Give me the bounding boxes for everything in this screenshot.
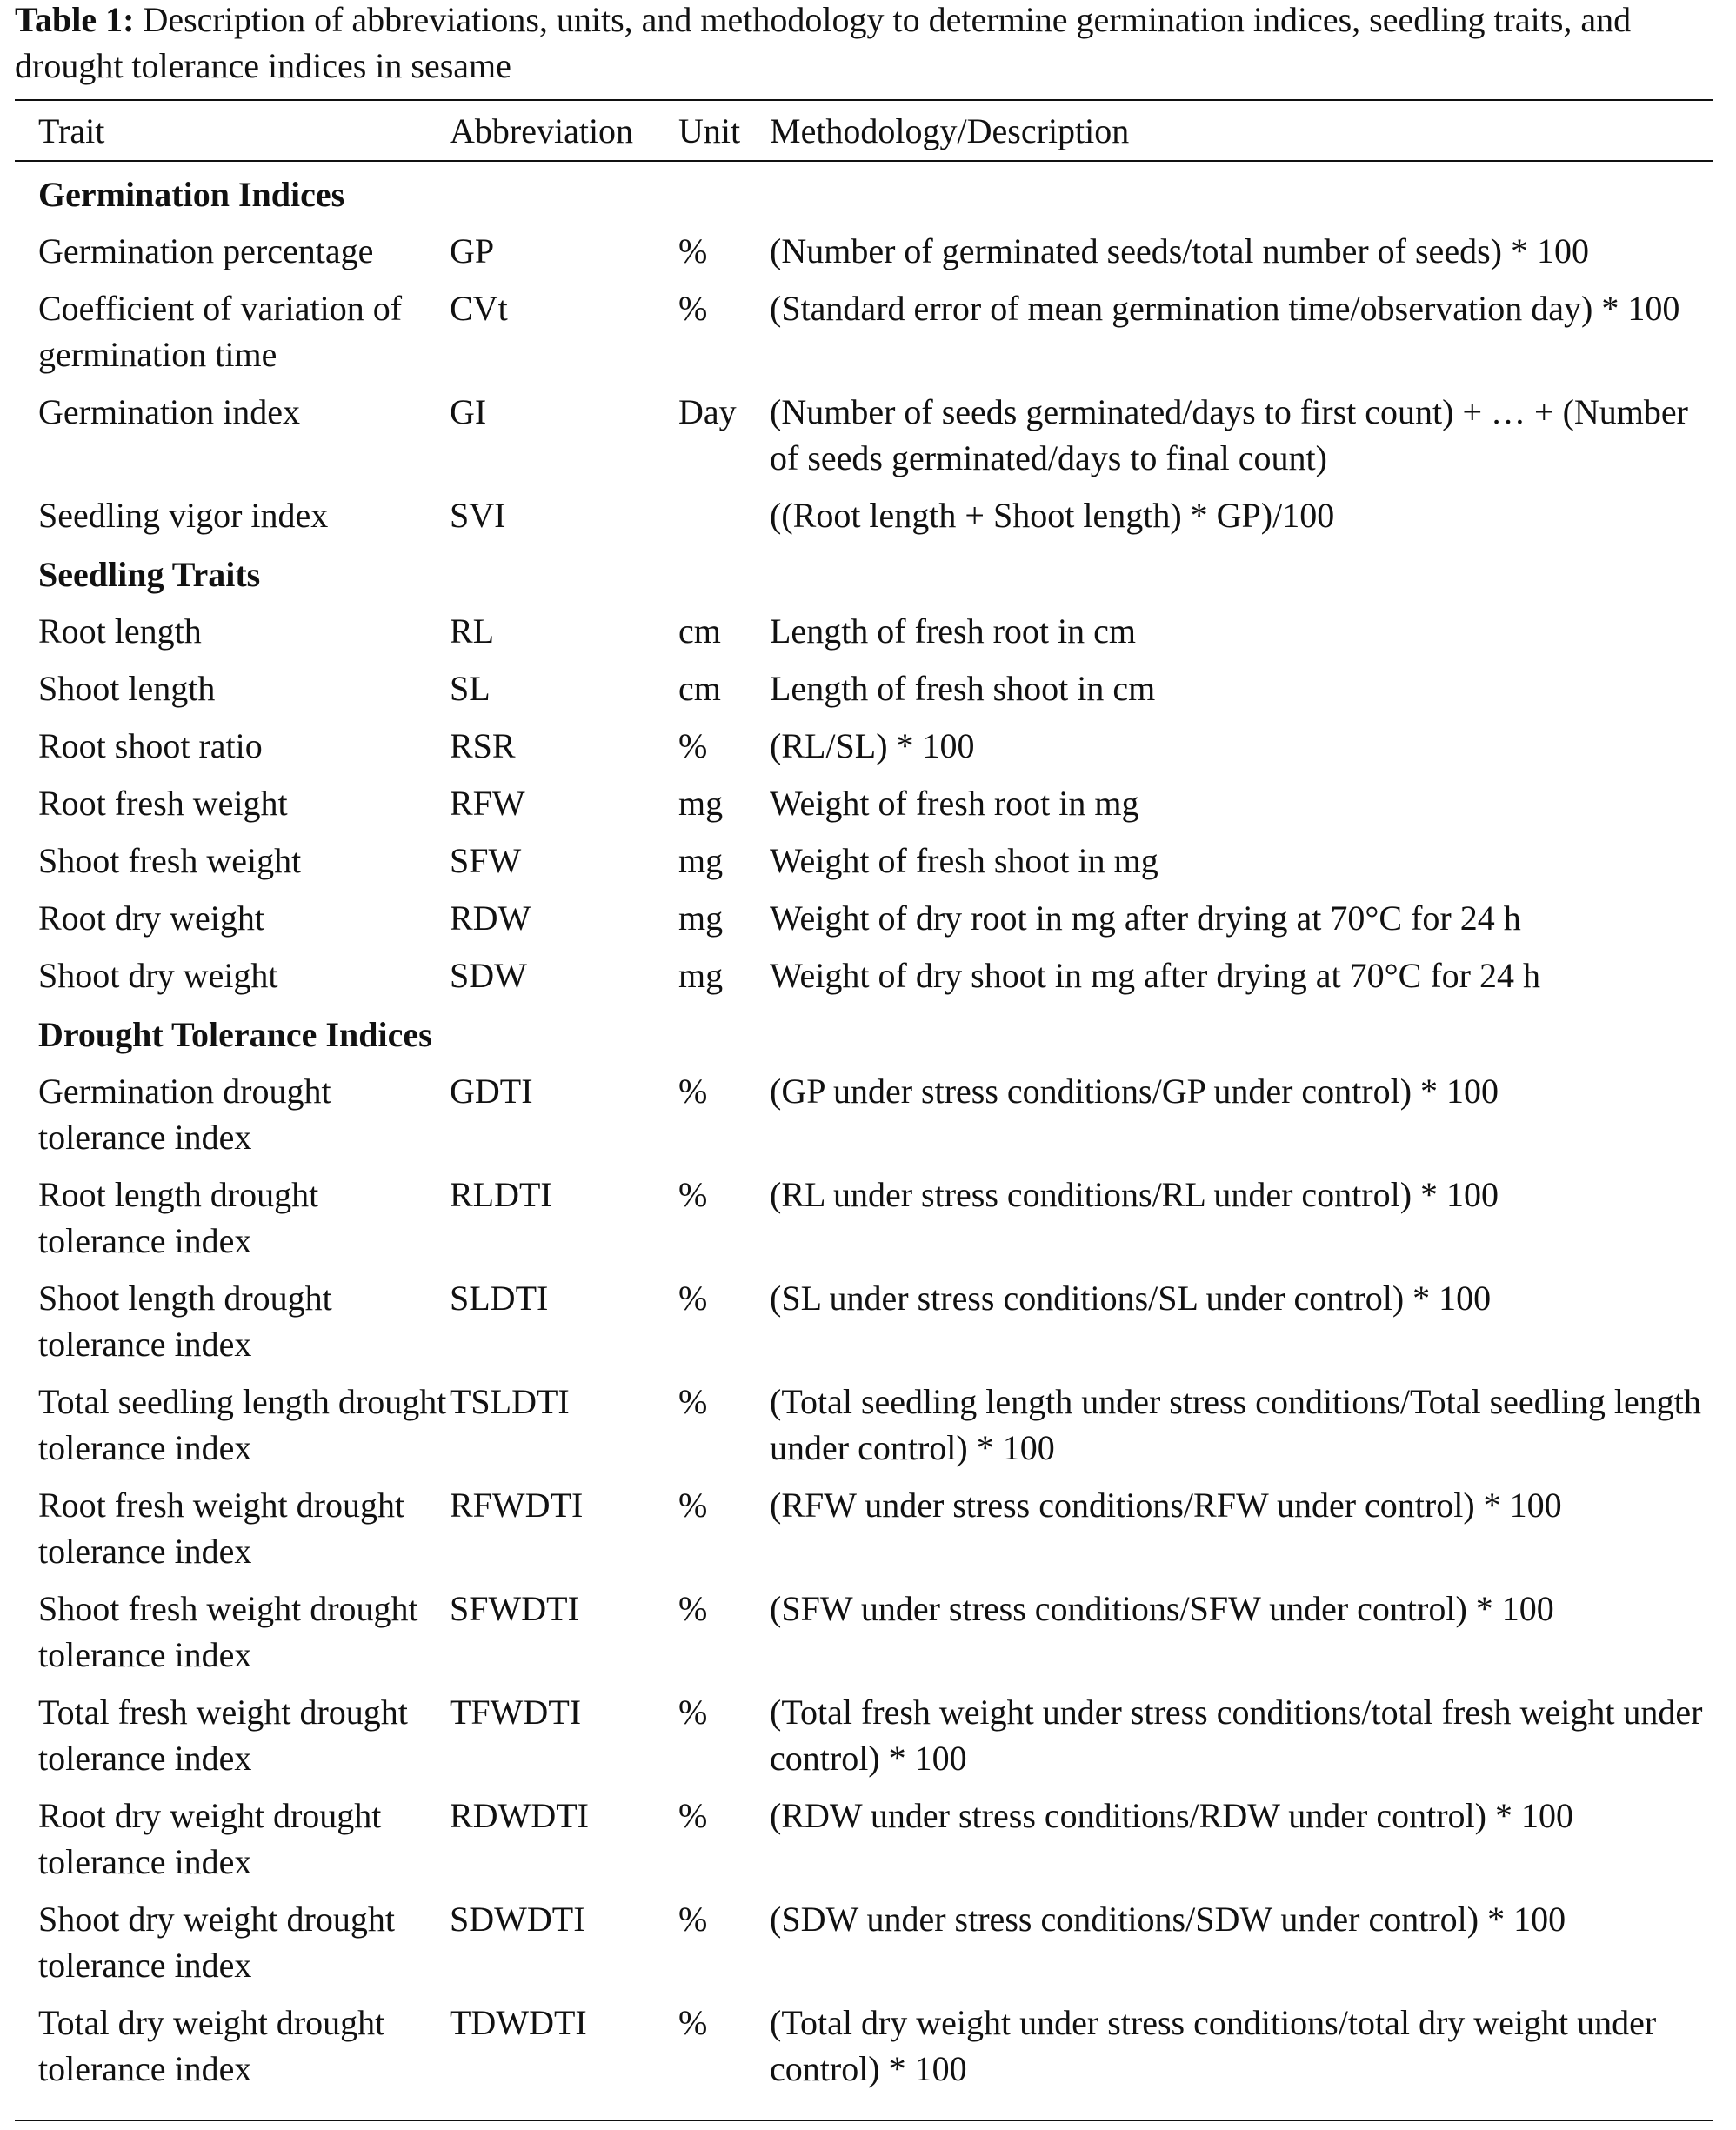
trait-cell: Total fresh weight drought tolerance index <box>38 1693 408 1778</box>
unit-cell: % <box>678 1693 708 1732</box>
unit-cell: % <box>678 289 708 328</box>
methodology-cell: (SDW under stress conditions/SDW under control) * 100 <box>770 1900 1566 1939</box>
abbreviation-cell: RDW <box>450 898 531 938</box>
methodology-cell: (Total dry weight under stress conditions/total dry weight under control) * 100 <box>770 2003 1657 2088</box>
table-row <box>38 1785 1718 1888</box>
methodology-cell: (Number of germinated seeds/total number of seeds) * 100 <box>770 231 1589 270</box>
unit-cell: % <box>678 1486 708 1525</box>
table-row <box>38 1267 1718 1371</box>
methodology-cell: (Total fresh weight under stress conditions/total fresh weight under control) * 100 <box>770 1693 1703 1778</box>
methodology-cell: (RL under stress conditions/RL under control) * 100 <box>770 1175 1499 1214</box>
section-row <box>38 162 1718 220</box>
abbreviation-cell: RDWDTI <box>450 1796 589 1835</box>
table-row <box>38 715 1718 772</box>
methodology-cell: Length of fresh root in cm <box>770 611 1136 651</box>
methodology-cell: (Total seedling length under stress conditions/Total seedling length under control) * 100 <box>770 1382 1701 1467</box>
abbreviation-cell: GI <box>450 392 487 431</box>
unit-cell: % <box>678 1382 708 1421</box>
unit-cell: % <box>678 1900 708 1939</box>
table-row <box>38 1474 1718 1578</box>
abbreviation-cell: TFWDTI <box>450 1693 582 1732</box>
table-row <box>38 1578 1718 1681</box>
table-row <box>38 887 1718 945</box>
methodology-cell: Weight of fresh root in mg <box>770 784 1139 823</box>
abbreviation-cell: RSR <box>450 726 516 765</box>
trait-cell: Shoot dry weight drought tolerance index <box>38 1900 395 1985</box>
trait-cell: Root dry weight drought tolerance index <box>38 1796 382 1881</box>
abbreviation-cell: SDWDTI <box>450 1900 585 1939</box>
trait-cell: Total seedling length drought tolerance index <box>38 1382 447 1467</box>
trait-cell: Root fresh weight <box>38 784 288 823</box>
unit-cell: mg <box>678 956 724 995</box>
table-top-rule <box>15 99 1713 101</box>
unit-cell: Day <box>678 392 737 431</box>
unit-cell: % <box>678 726 708 765</box>
table-bottom-rule <box>15 2120 1713 2121</box>
trait-cell: Root length <box>38 611 202 651</box>
trait-cell: Shoot length <box>38 669 216 708</box>
unit-cell: % <box>678 1796 708 1835</box>
section-row <box>38 1002 1718 1060</box>
table-row <box>38 1164 1718 1267</box>
trait-cell: Shoot fresh weight <box>38 841 302 880</box>
abbreviation-cell: GP <box>450 231 495 270</box>
unit-cell: % <box>678 1175 708 1214</box>
abbreviation-cell: RLDTI <box>450 1175 552 1214</box>
unit-cell: % <box>678 2003 708 2042</box>
abbreviation-cell: SFW <box>450 841 522 880</box>
table-row <box>38 381 1718 484</box>
trait-cell: Shoot length drought tolerance index <box>38 1279 332 1364</box>
abbreviation-cell: TDWDTI <box>450 2003 587 2042</box>
unit-cell: % <box>678 231 708 270</box>
unit-cell: mg <box>678 784 724 823</box>
table-row <box>38 277 1718 381</box>
table-body <box>38 162 1718 2095</box>
methodology-cell: (Number of seeds germinated/days to first count) + … + (Number of seeds germinated/days to final count) <box>770 392 1688 477</box>
trait-cell: Coefficient of variation of germination time <box>38 289 403 374</box>
table-row <box>38 1992 1718 2095</box>
trait-cell: Root length drought tolerance index <box>38 1175 319 1260</box>
table-caption <box>15 0 1719 89</box>
abbreviation-cell: SVI <box>450 496 506 535</box>
abbreviation-cell: GDTI <box>450 1072 533 1111</box>
methodology-cell: (Standard error of mean germination time/observation day) * 100 <box>770 289 1680 328</box>
unit-cell: mg <box>678 841 724 880</box>
unit-cell: % <box>678 1072 708 1111</box>
trait-cell: Germination percentage <box>38 231 374 270</box>
methodology-cell: Weight of dry root in mg after drying at 70°C for 24 h <box>770 898 1521 938</box>
methodology-cell: ((Root length + Shoot length) * GP)/100 <box>770 496 1335 535</box>
table-row <box>38 1681 1718 1785</box>
unit-cell: cm <box>678 669 721 708</box>
abbreviation-cell: CVt <box>450 289 508 328</box>
section-title: Drought Tolerance Indices <box>38 1015 432 1054</box>
header-trait: Trait <box>38 111 105 150</box>
abbreviation-cell: TSLDTI <box>450 1382 570 1421</box>
table-row <box>38 945 1718 1002</box>
table-row <box>38 220 1718 277</box>
section-title: Germination Indices <box>38 175 345 214</box>
unit-cell <box>678 484 770 542</box>
abbreviation-cell: SLDTI <box>450 1279 549 1318</box>
methodology-cell: Weight of fresh shoot in mg <box>770 841 1158 880</box>
trait-cell: Germination drought tolerance index <box>38 1072 331 1157</box>
table-row <box>38 484 1718 542</box>
trait-cell: Germination index <box>38 392 301 431</box>
table-row <box>38 1888 1718 1992</box>
section-row <box>38 542 1718 600</box>
abbreviation-cell: RFWDTI <box>450 1486 584 1525</box>
table-row <box>38 658 1718 715</box>
methodology-cell: (RFW under stress conditions/RFW under control) * 100 <box>770 1486 1562 1525</box>
methodology-cell: (RDW under stress conditions/RDW under control) * 100 <box>770 1796 1573 1835</box>
table-header-row <box>38 108 1718 162</box>
header-unit: Unit <box>678 111 741 150</box>
methodology-cell: (SL under stress conditions/SL under control) * 100 <box>770 1279 1492 1318</box>
table-row <box>38 772 1718 830</box>
unit-cell: % <box>678 1279 708 1318</box>
table-row <box>38 830 1718 887</box>
header-methodology: Methodology/Description <box>770 111 1130 150</box>
trait-cell: Shoot dry weight <box>38 956 278 995</box>
abbreviation-cell: RFW <box>450 784 525 823</box>
section-title: Seedling Traits <box>38 555 261 594</box>
table-row <box>38 600 1718 658</box>
abbreviation-cell: RL <box>450 611 495 651</box>
unit-cell: % <box>678 1589 708 1628</box>
caption-text: Description of abbreviations, units, and methodology to determine germination indices, seedling traits, and drought tolerance indices in sesame <box>15 0 1632 85</box>
methodology-cell: Length of fresh shoot in cm <box>770 669 1156 708</box>
traits-table <box>38 108 1718 2095</box>
header-abbreviation: Abbreviation <box>450 111 634 150</box>
caption-label: Table 1: <box>15 0 135 39</box>
trait-cell: Total dry weight drought tolerance index <box>38 2003 385 2088</box>
methodology-cell: (RL/SL) * 100 <box>770 726 975 765</box>
methodology-cell: Weight of dry shoot in mg after drying at 70°C for 24 h <box>770 956 1540 995</box>
trait-cell: Seedling vigor index <box>38 496 329 535</box>
unit-cell: cm <box>678 611 721 651</box>
table-row <box>38 1060 1718 1164</box>
methodology-cell: (GP under stress conditions/GP under control) * 100 <box>770 1072 1499 1111</box>
abbreviation-cell: SFWDTI <box>450 1589 579 1628</box>
trait-cell: Shoot fresh weight drought tolerance index <box>38 1589 418 1674</box>
methodology-cell: (SFW under stress conditions/SFW under control) * 100 <box>770 1589 1554 1628</box>
abbreviation-cell: SL <box>450 669 491 708</box>
unit-cell: mg <box>678 898 724 938</box>
table-row <box>38 1371 1718 1474</box>
trait-cell: Root dry weight <box>38 898 264 938</box>
abbreviation-cell: SDW <box>450 956 527 995</box>
trait-cell: Root shoot ratio <box>38 726 263 765</box>
trait-cell: Root fresh weight drought tolerance index <box>38 1486 405 1571</box>
